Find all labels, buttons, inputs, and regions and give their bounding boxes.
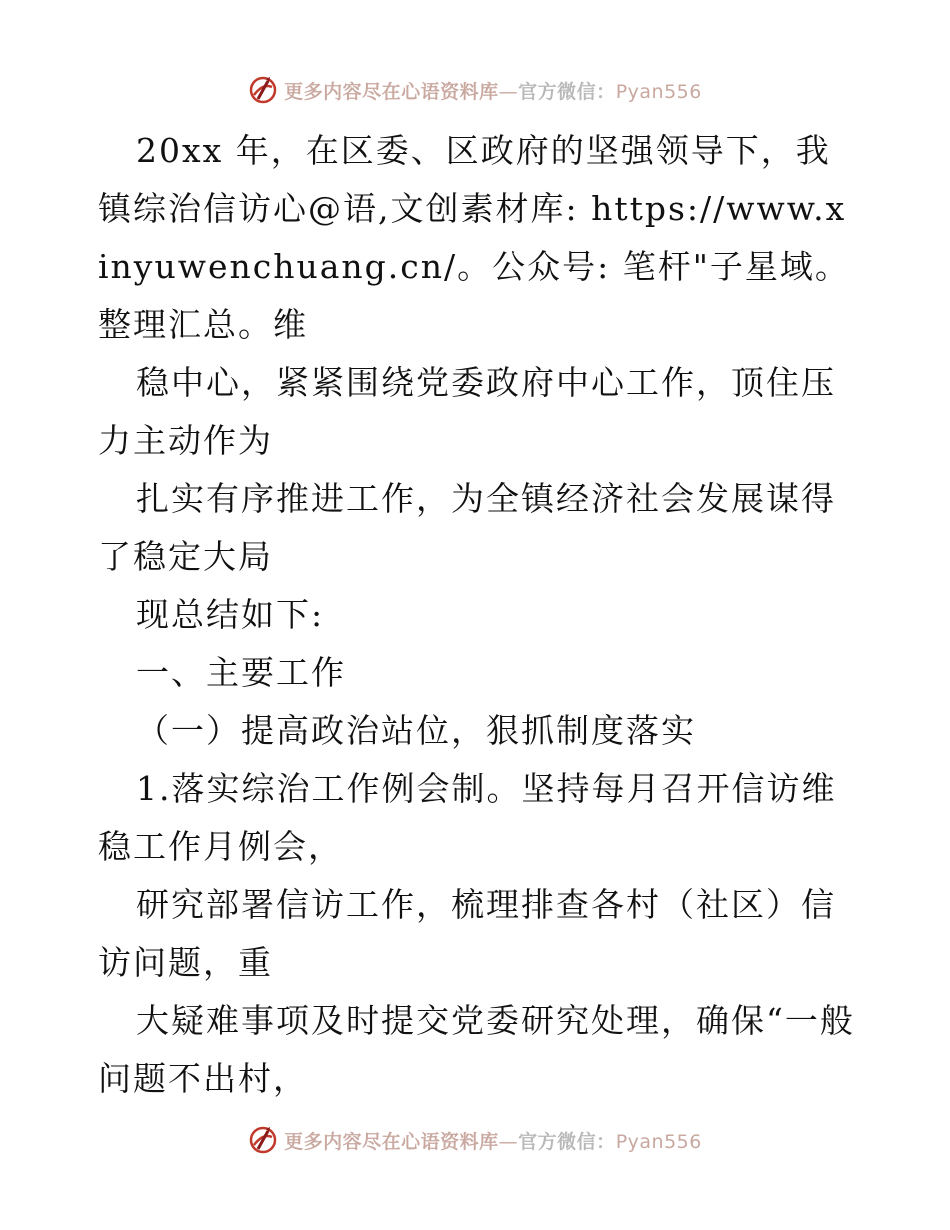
paragraph: 1.落实综治工作例会制。坚持每月召开信访维稳工作月例会， — [98, 769, 837, 866]
paragraph: 扎实有序推进工作，为全镇经济社会发展谋得了稳定大局 — [98, 479, 836, 576]
banner-brand: 更多内容尽在心语资料库 — [284, 80, 499, 103]
banner-label: 官方微信： — [518, 1130, 616, 1153]
paragraph: 现总结如下: — [136, 595, 325, 634]
banner-account: Pyan556 — [615, 1130, 702, 1153]
footer-banner — [0, 1120, 950, 1160]
paragraph: 研究部署信访工作，梳理排查各村（社区）信访问题，重 — [98, 885, 836, 982]
document-body — [98, 122, 858, 1108]
section-heading: 一、主要工作 — [136, 653, 346, 692]
paragraph: 大疑难事项及时提交党委研究处理，确保“一般问题不出村， — [98, 1001, 855, 1098]
paragraph: 稳中心，紧紧围绕党委政府中心工作，顶住压力主动作为 — [98, 363, 836, 460]
banner-text — [284, 1127, 702, 1154]
header-banner — [0, 70, 950, 110]
banner-account: Pyan556 — [615, 80, 702, 103]
banner-text — [284, 77, 702, 104]
pen-swirl-logo-icon — [248, 1125, 278, 1155]
paragraph: 20xx 年，在区委、区政府的坚强领导下，我镇综治信访心@语,文创素材库: https://www.xinyuwenchuang.cn/。公众号: 笔杆"子星域。整理汇总。维 — [98, 131, 850, 344]
subsection-heading: （一）提高政治站位，狠抓制度落实 — [136, 711, 696, 750]
banner-separator: — — [498, 1130, 519, 1153]
pen-swirl-logo-icon — [248, 75, 278, 105]
banner-separator: — — [498, 80, 519, 103]
banner-label: 官方微信： — [518, 80, 616, 103]
banner-brand: 更多内容尽在心语资料库 — [284, 1130, 499, 1153]
